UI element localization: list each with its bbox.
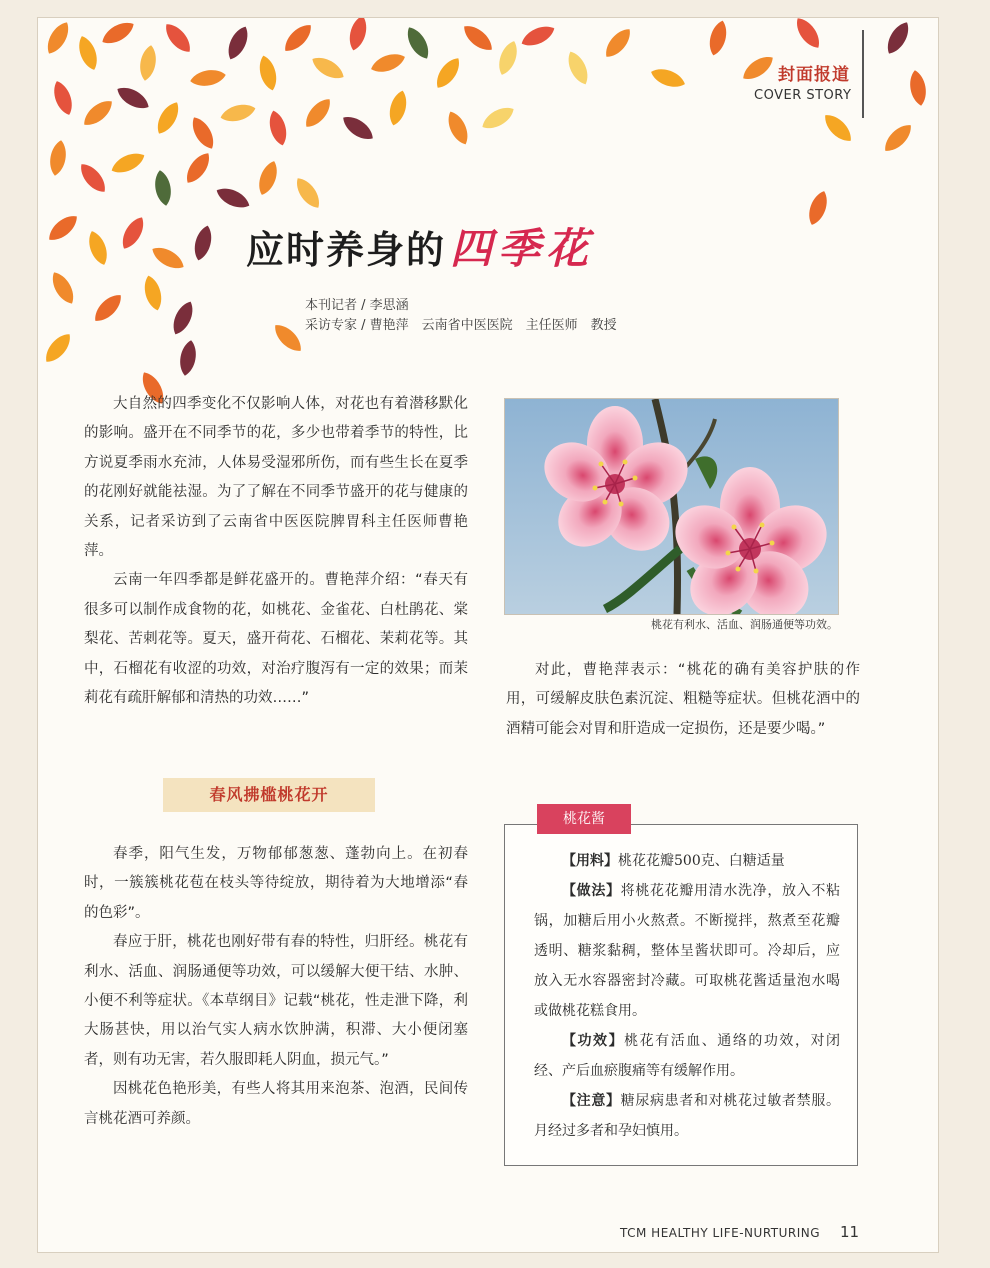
recipe-item (534, 1026, 840, 1086)
recipe-item-key: 【注意】 (562, 1093, 621, 1109)
recipe-item-key: 【功效】 (562, 1033, 625, 1049)
byline-expert: 采访专家 / 曹艳萍 云南省中医医院 主任医师 教授 (305, 318, 617, 333)
recipe-item-key: 【用料】 (562, 853, 618, 869)
right-column-text (506, 656, 860, 744)
spring-text (84, 840, 468, 1134)
peach-blossom-photo (504, 398, 839, 615)
footer-magazine-name: TCM HEALTHY LIFE-NURTURING (620, 1226, 821, 1240)
section-divider (862, 30, 864, 118)
recipe-item-text: 桃花花瓣500克、白糖适量 (618, 853, 785, 869)
photo-caption: 桃花有利水、活血、润肠通便等功效。 (651, 618, 838, 631)
recipe-item-text: 将桃花花瓣用清水洗净，放入不粘锅，加糖后用小火熬煮。不断搅拌，熬煮至花瓣透明、糖浆黏稠，整体呈酱状即可。冷却后，应放入无水容器密封冷藏。可取桃花酱适量泡水喝或做桃花糕食用。 (534, 883, 841, 1019)
recipe-item (534, 1086, 840, 1146)
page-title (246, 216, 594, 276)
section-label-en: COVER STORY (754, 88, 852, 103)
section-label-cn: 封面报道 (778, 65, 850, 85)
paragraph: 因桃花色艳形美，有些人将其用来泡茶、泡酒，民间传言桃花酒可养颜。 (84, 1081, 468, 1127)
recipe-tag: 桃花酱 (537, 804, 631, 834)
recipe-item (534, 846, 840, 876)
recipe-item-text: 糖尿病患者和对桃花过敏者禁服。月经过多者和孕妇慎用。 (534, 1093, 841, 1139)
recipe-item-key: 【做法】 (562, 883, 621, 899)
title-accent: 四季花 (450, 224, 595, 273)
paragraph: 春应于肝，桃花也刚好带有春的特性，归肝经。桃花有利水、活血、润肠通便等功效，可以缓解大便干结、水肿、小便不利等症状。《本草纲目》记载“桃花，性走泄下降，利大肠甚快，用以治气实人病水饮肿满，积滞、大小便闭塞者，则有功无害，若久服即耗人阴血，损元气。” (84, 934, 468, 1068)
section-subhead: 春风拂槛桃花开 (163, 778, 375, 812)
recipe-item (534, 876, 840, 1026)
recipe-content (534, 846, 840, 1146)
magazine-page (37, 17, 939, 1253)
paragraph: 对此，曹艳萍表示：“桃花的确有美容护肤的作用，可缓解皮肤色素沉淀、粗糙等症状。但桃花酒中的酒精可能会对胃和肝造成一定损伤，还是要少喝。” (506, 662, 860, 737)
recipe-item-text: 桃花有活血、通络的功效，对闭经、产后血瘀腹痛等有缓解作用。 (534, 1033, 841, 1079)
byline (305, 296, 617, 336)
paragraph: 春季，阳气生发，万物郁郁葱葱、蓬勃向上。在初春时，一簇簇桃花苞在枝头等待绽放，期待着为大地增添“春的色彩”。 (84, 846, 468, 921)
page-number: 11 (840, 1223, 860, 1241)
intro-text (84, 390, 468, 713)
paragraph: 云南一年四季都是鲜花盛开的。曹艳萍介绍：“春天有很多可以制作成食物的花，如桃花、金雀花、白杜鹃花、棠梨花、苦刺花等。夏天，盛开荷花、石榴花、茉莉花等。其中，石榴花有收涩的功效，对治疗腹泻有一定的效果；而茉莉花有疏肝解郁和清热的功效……” (84, 572, 468, 707)
title-main: 应时养身的 (246, 228, 447, 272)
byline-reporter: 本刊记者 / 李思涵 (305, 298, 409, 313)
paragraph: 大自然的四季变化不仅影响人体，对花也有着潜移默化的影响。盛开在不同季节的花，多少也带着季节的特性，比方说夏季雨水充沛，人体易受湿邪所伤，而有些生长在夏季的花刚好就能祛湿。为了了解在不同季节盛开的花与健康的关系，记者采访到了云南省中医医院脾胃科主任医师曹艳萍。 (84, 396, 468, 560)
